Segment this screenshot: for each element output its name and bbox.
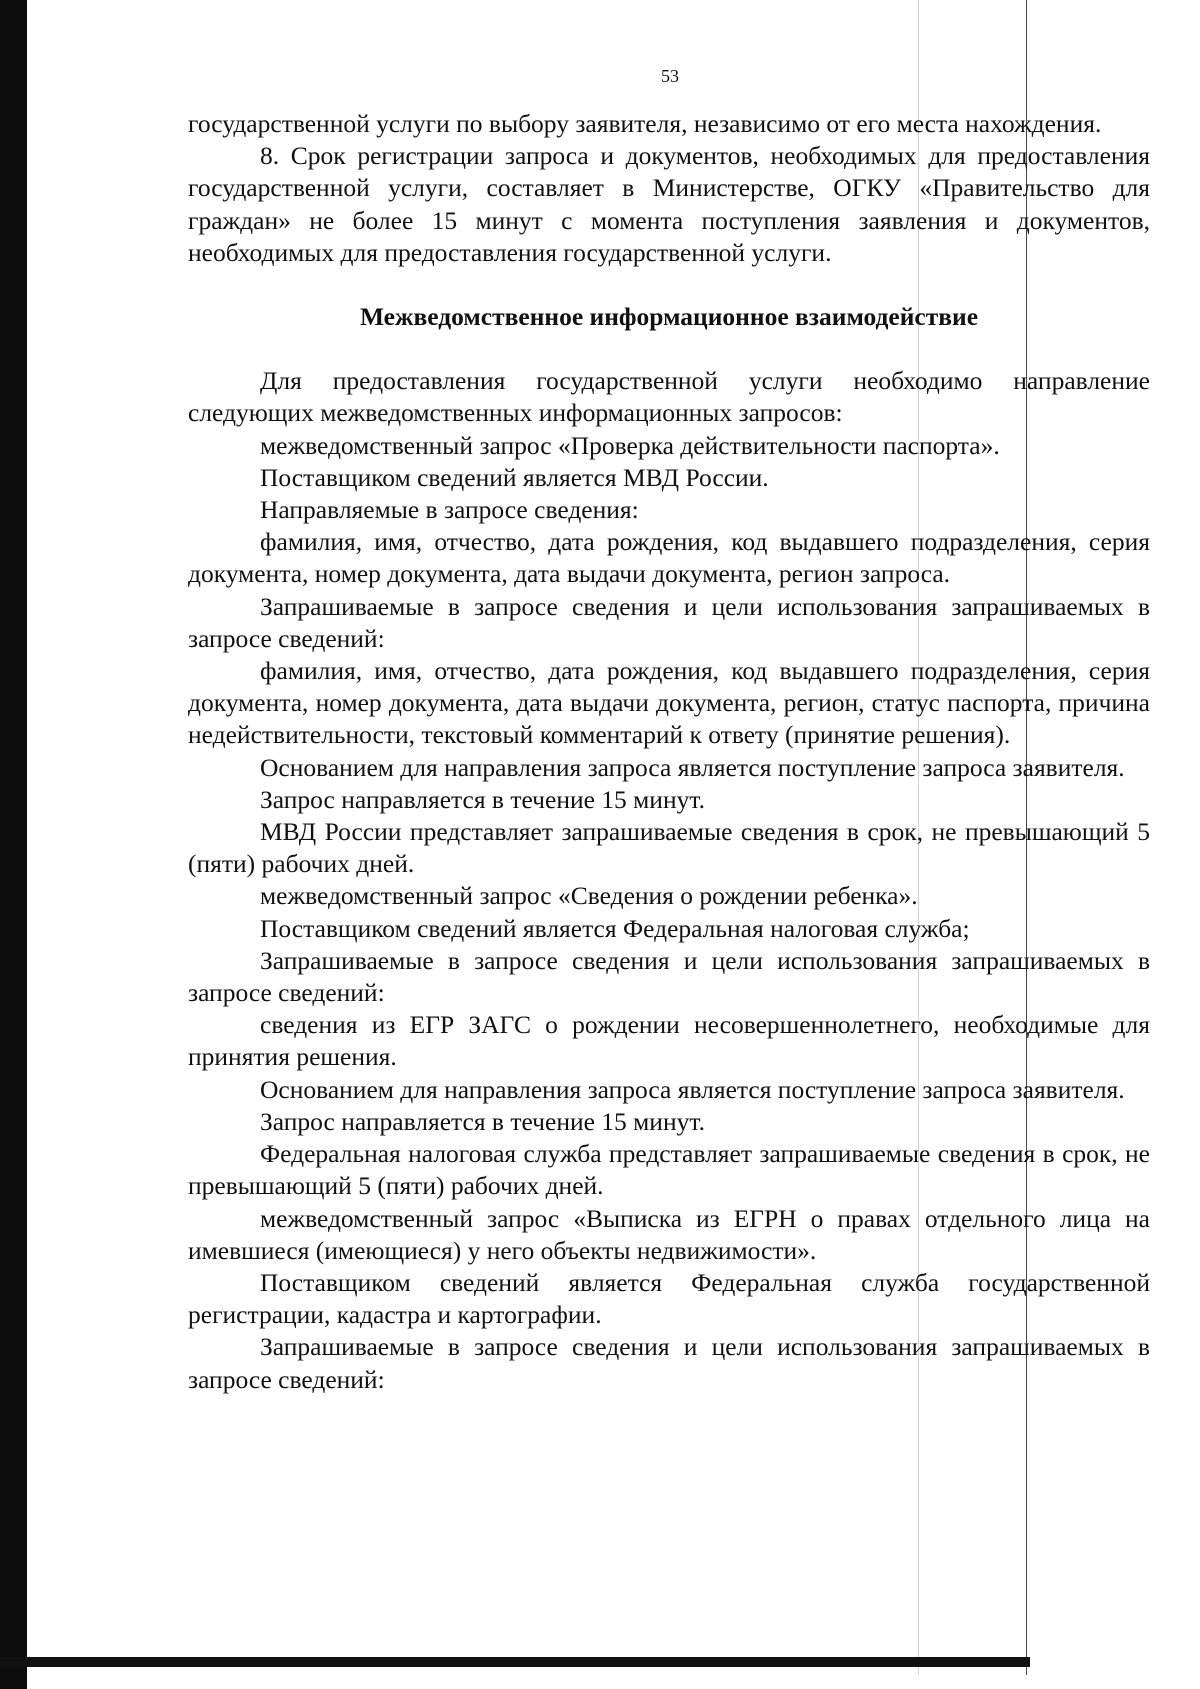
paragraph: межведомственный запрос «Проверка действительности паспорта». <box>260 430 1000 460</box>
paragraph: государственной услуги по выбору заявителя, независимо от его места нахождения. <box>188 109 1102 138</box>
paragraph: Поставщиком сведений является Федеральная налоговая служба; <box>260 913 970 943</box>
page-number: 53 <box>661 66 679 86</box>
paragraph: сведения из ЕГР ЗАГС о рождении несовершеннолетнего, необходимые для принятия решения. <box>188 1010 1150 1072</box>
paragraph: МВД России представляет запрашиваемые сведения в срок, не превышающий 5 (пяти) рабочих дней. <box>188 817 1150 879</box>
scan-border-bottom <box>0 1657 1030 1667</box>
paragraph: Запрашиваемые в запросе сведения и цели использования запрашиваемых в запросе сведений: <box>188 945 1150 1008</box>
document-body <box>188 108 1150 1396</box>
paragraph: Поставщиком сведений является МВД России. <box>260 462 769 492</box>
paragraph: фамилия, имя, отчество, дата рождения, код выдавшего подразделения, серия документа, номер документа, дата выдачи документа, регион, статус паспорта, причина недействительности, текстовый комментарий к ответу (принятие решения). <box>188 656 1150 750</box>
paragraph: Основанием для направления запроса является поступление запроса заявителя. <box>260 752 1125 782</box>
paragraph: 8. Срок регистрации запроса и документов, необходимых для предоставления государственной услуги, составляет в Министерстве, ОГКУ «Правительство для граждан» не более 15 минут с момента поступления заявления и документов, необходимых для предоставления государственной услуги. <box>188 141 1150 267</box>
paragraph: Запрос направляется в течение 15 минут. <box>260 784 705 814</box>
section-heading: Межведомственное информационное взаимодействие <box>359 302 979 332</box>
paragraph: Запрашиваемые в запросе сведения и цели использования запрашиваемых в запросе сведений: <box>188 1332 1150 1394</box>
paragraph: Запрашиваемые в запросе сведения и цели использования запрашиваемых в запросе сведений: <box>188 591 1150 653</box>
paragraph: Направляемые в запросе сведения: <box>260 495 639 525</box>
paragraph: Основанием для направления запроса является поступление запроса заявителя. <box>260 1074 1125 1104</box>
paragraph: Федеральная налоговая служба представляет запрашиваемые сведения в срок, не превышающий 5 (пяти) рабочих дней. <box>188 1139 1150 1201</box>
paragraph: межведомственный запрос «Выписка из ЕГРН о правах отдельного лица на имевшиеся (имеющиеся) у него объекты недвижимости». <box>188 1203 1150 1265</box>
scan-border-left <box>0 0 27 1689</box>
paragraph: Для предоставления государственной услуги необходимо направление следующих межведомственных информационных запросов: <box>188 366 1150 428</box>
paragraph: Поставщиком сведений является Федеральная служба государственной регистрации, кадастра и картографии. <box>188 1267 1150 1330</box>
paragraph: Запрос направляется в течение 15 минут. <box>260 1106 705 1136</box>
paragraph: фамилия, имя, отчество, дата рождения, код выдавшего подразделения, серия документа, номер документа, дата выдачи документа, регион запроса. <box>188 527 1150 589</box>
paragraph: межведомственный запрос «Сведения о рождении ребенка». <box>260 881 918 911</box>
